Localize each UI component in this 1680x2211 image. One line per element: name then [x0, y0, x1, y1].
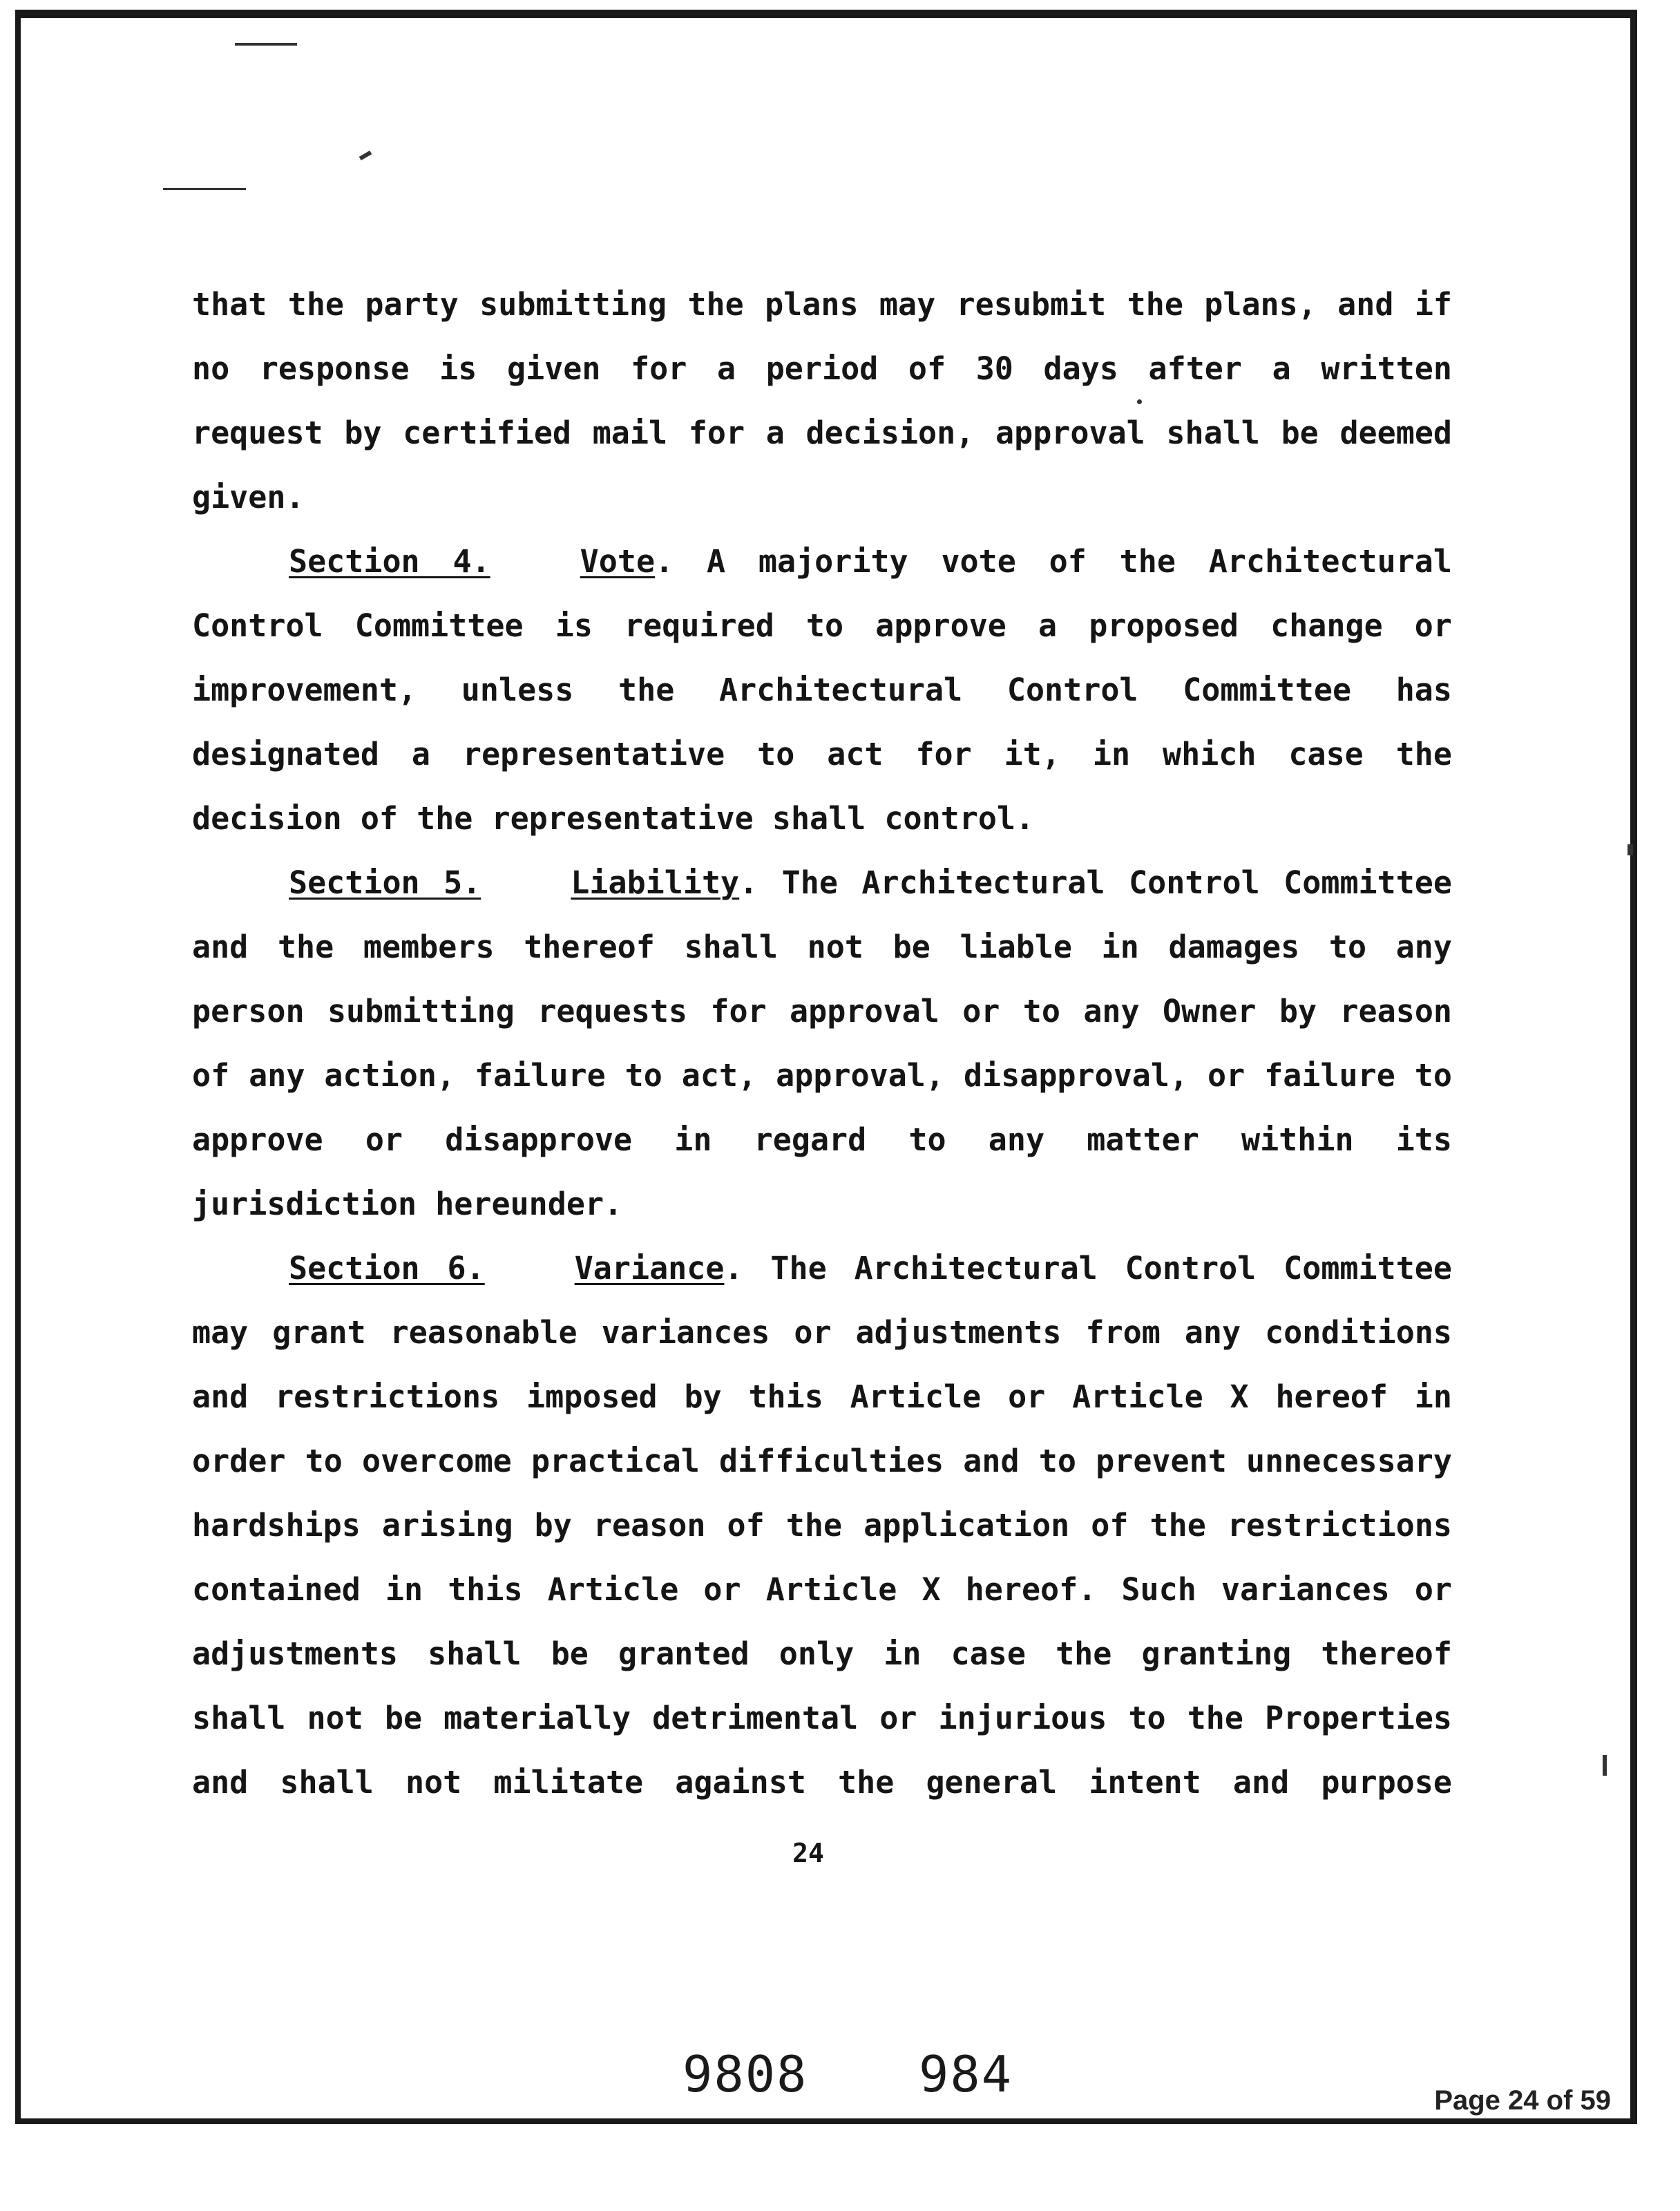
- text-line: may grant reasonable variances or adjustments from any conditions: [192, 1314, 1452, 1351]
- section-4-number: Section 4.: [289, 543, 490, 580]
- section-5-number: Section 5.: [289, 864, 481, 901]
- section-6-heading-line: [192, 1236, 1452, 1300]
- text-line: jurisdiction hereunder.: [192, 1186, 623, 1222]
- scan-speck: [163, 188, 246, 190]
- recording-page-number: 984: [919, 2045, 1013, 2103]
- scan-speck: [1603, 1755, 1607, 1776]
- text-line: adjustments shall be granted only in case the granting thereof: [192, 1635, 1452, 1672]
- text-line: contained in this Article or Article X hereof. Such variances or: [192, 1571, 1452, 1608]
- page-count-stamp: Page 24 of 59: [1434, 2085, 1611, 2116]
- text-line: request by certified mail for a decision, approval shall be deemed: [192, 415, 1452, 451]
- section-6-title: Variance: [574, 1250, 725, 1287]
- section-5-title: Liability: [571, 864, 740, 901]
- text-line: approve or disapprove in regard to any matter within its: [192, 1121, 1452, 1158]
- section-4-title: Vote: [580, 543, 656, 580]
- text-line: Control Committee is required to approve a proposed change or: [192, 607, 1452, 644]
- section-6-first-line: . The Architectural Control Committee: [724, 1250, 1452, 1287]
- page-number: 24: [792, 1838, 824, 1868]
- text-line: given.: [192, 479, 305, 515]
- section-4-first-line: . A majority vote of the Architectural: [655, 543, 1452, 580]
- text-line: no response is given for a period of 30 days after a written: [192, 350, 1452, 387]
- text-line: of any action, failure to act, approval, disapproval, or failure to: [192, 1057, 1452, 1094]
- text-line: and shall not militate against the general intent and purpose: [192, 1764, 1452, 1801]
- text-line: person submitting requests for approval or to any Owner by reason: [192, 993, 1452, 1029]
- document-body: [192, 272, 1452, 1814]
- text-line: and restrictions imposed by this Article or Article X hereof in: [192, 1378, 1452, 1415]
- text-line: decision of the representative shall control.: [192, 800, 1035, 837]
- section-4-heading-line: [192, 529, 1452, 594]
- section-5-heading-line: [192, 851, 1452, 915]
- text-line: order to overcome practical difficulties and to prevent unnecessary: [192, 1443, 1452, 1479]
- text-line: that the party submitting the plans may resubmit the plans, and if: [192, 286, 1452, 323]
- section-5-first-line: . The Architectural Control Committee: [739, 864, 1452, 901]
- text-line: shall not be materially detrimental or injurious to the Properties: [192, 1700, 1452, 1736]
- text-line: and the members thereof shall not be liable in damages to any: [192, 929, 1452, 965]
- text-line: hardships arising by reason of the application of the restrictions: [192, 1507, 1452, 1544]
- recording-book-number: 9808: [682, 2045, 808, 2103]
- text-line: improvement, unless the Architectural Control Committee has: [192, 672, 1452, 708]
- scan-speck: [235, 43, 297, 46]
- text-line: designated a representative to act for it, in which case the: [192, 736, 1452, 772]
- scan-speck: [1628, 844, 1633, 855]
- section-6-number: Section 6.: [289, 1250, 485, 1287]
